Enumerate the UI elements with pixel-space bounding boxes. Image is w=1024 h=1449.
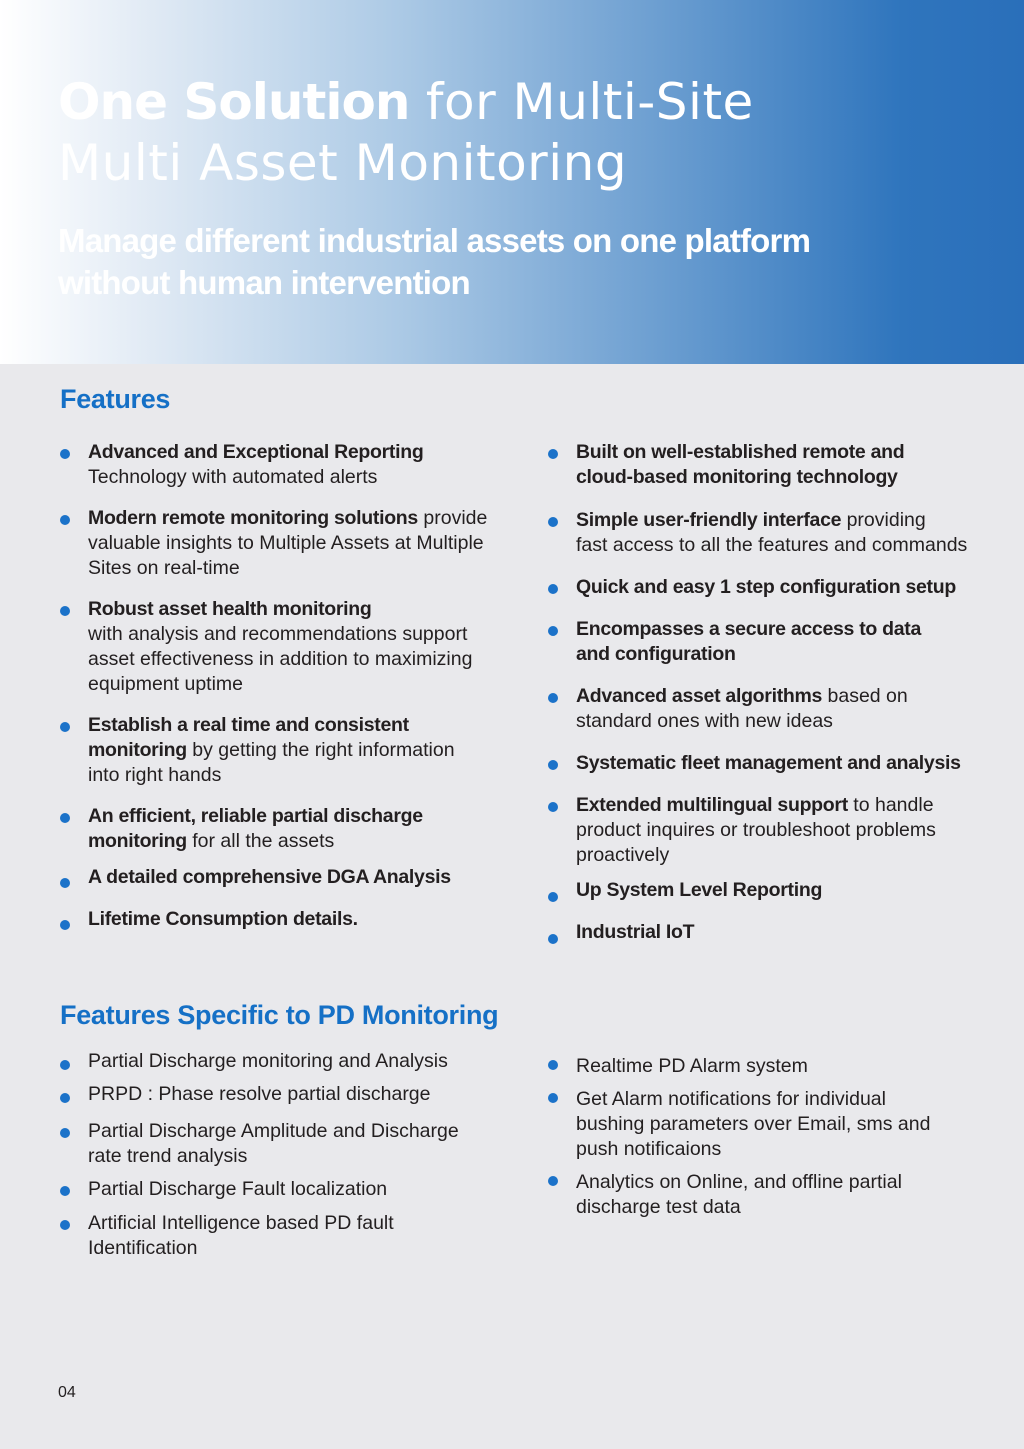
item-text: push notificaions [576,1138,722,1160]
item-bold-text: cloud-based monitoring technology [576,466,898,488]
item-bold-text: Quick and easy 1 step configuration setup [576,576,956,598]
list-item [60,597,510,697]
item-bold-text: Modern remote monitoring solutions [88,507,418,529]
bullet-icon [548,1093,558,1103]
item-bold-text: Encompasses a secure access to data [576,618,922,640]
item-text: Artificial Intelligence based PD fault [88,1212,394,1234]
list-item [548,684,998,734]
hero-subtitle-line1: Manage different industrial assets on one platform [58,222,811,259]
bullet-icon [548,892,558,902]
item-text: discharge test data [576,1196,741,1218]
bullet-icon [60,920,70,930]
bullet-icon [60,1186,70,1196]
item-text: standard ones with new ideas [576,710,833,732]
item-bold-text: Advanced and Exceptional Reporting [88,441,424,463]
item-text: to handle [847,794,934,816]
item-text: asset effectiveness in addition to maximizing [88,648,473,670]
bullet-icon [60,1220,70,1230]
bullet-icon [548,1176,558,1186]
pd-left-list [60,1049,510,1261]
bullet-icon [548,693,558,703]
item-text: Partial Discharge Amplitude and Discharge [88,1120,459,1142]
hero-subtitle [58,220,938,304]
list-item [60,506,510,581]
item-text: valuable insights to Multiple Assets at Multiple [88,532,484,554]
item-text: for all the assets [186,830,335,852]
list-item [60,713,510,788]
bullet-icon [60,878,70,888]
list-item [548,1054,998,1079]
item-text: Analytics on Online, and offline partial [576,1171,902,1193]
hero-title-strong: One Solution [58,73,410,131]
bullet-icon [60,813,70,823]
item-bold-text: An efficient, reliable partial discharge [88,805,423,827]
list-item [548,1170,998,1220]
list-item [548,920,998,945]
item-text: Identification [88,1237,198,1259]
bullet-icon [60,515,70,525]
item-bold-text: Establish a real time and consistent [88,714,409,736]
item-text: PRPD : Phase resolve partial discharge [88,1083,431,1105]
bullet-icon [60,722,70,732]
list-item [548,575,998,600]
list-item [60,1119,510,1169]
item-bold-text: Extended multilingual support [576,794,848,816]
item-text: bushing parameters over Email, sms and [576,1113,931,1135]
list-item [548,440,998,490]
item-bold-text: monitoring [88,830,187,852]
item-text: into right hands [88,764,222,786]
item-text: based on [822,685,908,707]
features-right-list [548,440,998,945]
item-text: by getting the right information [186,739,455,761]
list-item [60,804,510,854]
page-number: 04 [58,1384,76,1401]
bullet-icon [60,606,70,616]
item-text: Get Alarm notifications for individual [576,1088,886,1110]
item-bold-text: Systematic fleet management and analysis [576,752,961,774]
hero-title-line2: Multi Asset Monitoring [58,134,628,192]
bullet-icon [548,584,558,594]
list-item [60,1177,510,1202]
pd-right-list [548,1054,998,1220]
item-text: with analysis and recommendations support [88,623,468,645]
list-item [60,1211,510,1261]
item-text: Partial Discharge monitoring and Analysis [88,1050,448,1072]
item-text: rate trend analysis [88,1145,248,1167]
list-item [548,617,998,667]
list-item [60,1082,510,1107]
list-item [548,878,998,903]
bullet-icon [60,449,70,459]
bullet-icon [60,1060,70,1070]
item-text: Technology with automated alerts [88,466,378,488]
item-text: equipment uptime [88,673,244,695]
item-bold-text: and configuration [576,643,736,665]
hero-subtitle-line2: without human intervention [58,264,470,301]
list-item [60,440,510,490]
list-item [548,1087,998,1162]
item-bold-text: Built on well-established remote and [576,441,905,463]
item-bold-text: Up System Level Reporting [576,879,823,901]
bullet-icon [60,1128,70,1138]
bullet-icon [548,934,558,944]
item-text: providing [841,509,926,531]
hero-title [58,72,754,194]
item-bold-text: Robust asset health monitoring [88,598,372,620]
hero-title-rest: for Multi-Site [409,73,754,131]
list-item [60,907,510,932]
item-text: provide [417,507,488,529]
item-text: Partial Discharge Fault localization [88,1178,388,1200]
list-item [548,508,998,558]
item-text: product inquires or troubleshoot problems [576,819,936,841]
item-bold-text: A detailed comprehensive DGA Analysis [88,866,451,888]
bullet-icon [60,1093,70,1103]
item-text: fast access to all the features and commands [576,534,968,556]
list-item [548,751,998,776]
item-bold-text: Industrial IoT [576,921,695,943]
features-title: Features [60,384,171,414]
item-text: proactively [576,844,670,866]
bullet-icon [548,760,558,770]
item-text: Sites on real-time [88,557,240,579]
bullet-icon [548,517,558,527]
bullet-icon [548,449,558,459]
list-item [548,793,998,868]
bullet-icon [548,802,558,812]
pd-features-title: Features Specific to PD Monitoring [60,1000,499,1030]
list-item [60,865,510,890]
bullet-icon [548,1060,558,1070]
item-bold-text: monitoring [88,739,187,761]
list-item [60,1049,510,1074]
features-left-list [60,440,510,932]
item-text: Realtime PD Alarm system [576,1055,808,1077]
hero-banner [0,0,1024,364]
item-bold-text: Advanced asset algorithms [576,685,823,707]
bullet-icon [548,626,558,636]
item-bold-text: Simple user-friendly interface [576,509,842,531]
item-bold-text: Lifetime Consumption details. [88,908,358,930]
